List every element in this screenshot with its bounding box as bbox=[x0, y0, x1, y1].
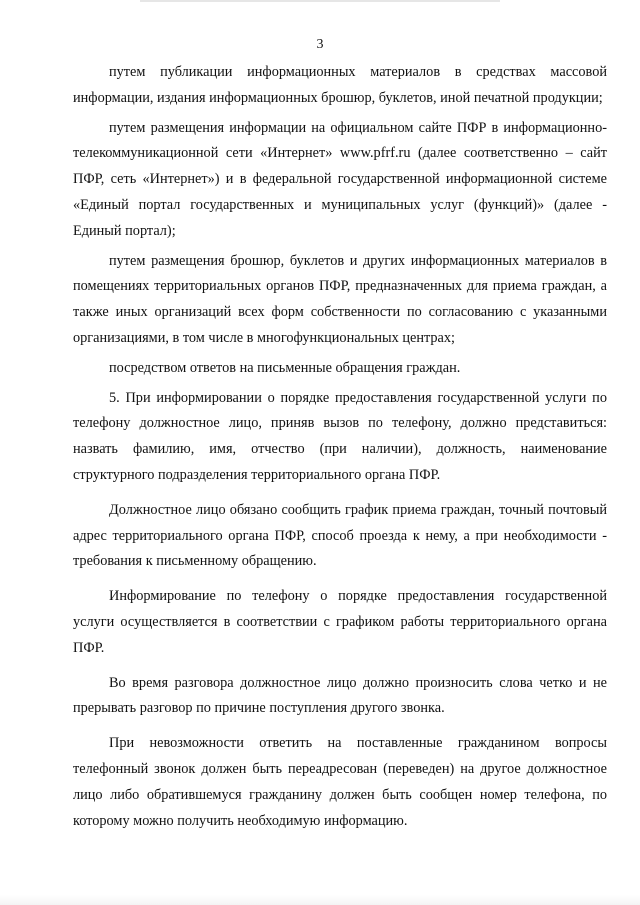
scan-artifact-top bbox=[140, 0, 500, 2]
scan-artifact-bottom bbox=[0, 895, 640, 905]
paragraph-written-answers: посредством ответов на письменные обращения граждан. bbox=[109, 359, 461, 376]
paragraph-redirect: При невозможности ответить на поставленные гражданином вопросы телефонный звонок должен быть переадресован (переведен) на другое должностное лицо либо обратившемуся гражданину должен быть сообщен номер телефона, по которому можно получить необходимую информацию. bbox=[73, 735, 607, 829]
page-number: 3 bbox=[316, 37, 324, 52]
paragraph-publication: путем публикации информационных материалов в средствах массовой информации, издания информационных брошюр, буклетов, иной печатной продукции; bbox=[73, 64, 607, 106]
paragraph-conversation: Во время разговора должностное лицо должно произносить слова четко и не прерывать разговор по причине поступления другого звонка. bbox=[73, 674, 607, 717]
paragraph-schedule: Должностное лицо обязано сообщить график приема граждан, точный почтовый адрес территориального органа ПФР, способ проезда к нему, а при необходимости - требования к письменному обращению. bbox=[73, 501, 607, 570]
document-body bbox=[73, 60, 607, 834]
paragraph-item-5: 5. При информировании о порядке предоставления государственной услуги по телефону должностное лицо, приняв вызов по телефону, должно представиться: назвать фамилию, имя, отчество (при наличии), должность, наименование структурного подразделения территориального органа ПФР. bbox=[73, 389, 607, 483]
paragraph-website: путем размещения информации на официальном сайте ПФР в информационно-телекоммуникационной сети «Интернет» www.pfrf.ru (далее соответственно – сайт ПФР, сеть «Интернет») и в федеральной государственной информационной системе «Единый портал государственных и муниципальных услуг (функций)» (далее - Единый портал); bbox=[73, 119, 607, 239]
paragraph-phone-info: Информирование по телефону о порядке предоставления государственной услуги осуществляется в соответствии с графиком работы территориального органа ПФР. bbox=[73, 588, 607, 656]
paragraph-brochures: путем размещения брошюр, буклетов и других информационных материалов в помещениях территориальных органов ПФР, предназначенных для приема граждан, а также иных организаций всех форм собственности по согласованию с указанными организациями, в том числе в многофункциональных центрах; bbox=[73, 252, 607, 346]
